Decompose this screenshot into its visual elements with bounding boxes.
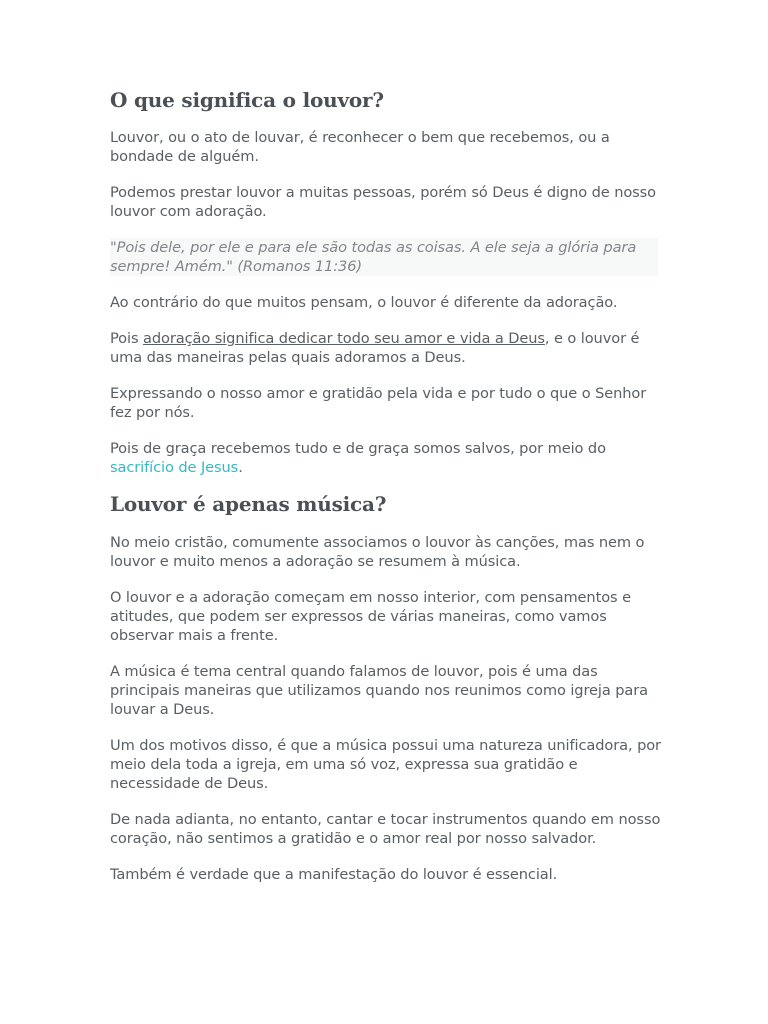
paragraph: Um dos motivos disso, é que a música possui uma natureza unificadora, por meio dela toda a igreja, em uma só voz, expressa sua gratidão e necessidade de Deus.: [110, 737, 661, 792]
paragraph: Ao contrário do que muitos pensam, o louvor é diferente da adoração.: [110, 294, 618, 311]
section-title-louvor-musica: Louvor é apenas música?: [110, 492, 387, 516]
section-title-louvor-meaning: O que significa o louvor?: [110, 88, 384, 112]
paragraph-text: .: [238, 459, 243, 476]
paragraph-text: Pois de graça recebemos tudo e de graça somos salvos, por meio do: [110, 440, 606, 457]
paragraph: De nada adianta, no entanto, cantar e tocar instrumentos quando em nosso coração, não sentimos a gratidão e o amor real por nosso salvador.: [110, 811, 661, 847]
paragraph: [110, 439, 662, 477]
paragraph-text: Pois: [110, 330, 144, 347]
paragraph-text: , e o louvor é uma das maneiras pelas quais adoramos a Deus.: [110, 330, 640, 366]
article: [110, 86, 662, 884]
paragraph: Também é verdade que a manifestação do louvor é essencial.: [110, 866, 558, 883]
adoracao-link[interactable]: adoração significa dedicar todo seu amor e vida a Deus: [143, 330, 545, 347]
bible-quote: "Pois dele, por ele e para ele são todas as coisas. A ele seja a glória para sempre! Amém." (Romanos 11:36): [110, 238, 658, 276]
paragraph: A música é tema central quando falamos de louvor, pois é uma das principais maneiras que utilizamos quando nos reunimos como igreja para louvar a Deus.: [110, 663, 648, 718]
paragraph: Expressando o nosso amor e gratidão pela vida e por tudo o que o Senhor fez por nós.: [110, 385, 647, 421]
paragraph: No meio cristão, comumente associamos o louvor às canções, mas nem o louvor e muito menos a adoração se resumem à música.: [110, 534, 645, 570]
paragraph: O louvor e a adoração começam em nosso interior, com pensamentos e atitudes, que podem ser expressos de várias maneiras, como vamos observar mais a frente.: [110, 589, 631, 644]
paragraph: Podemos prestar louvor a muitas pessoas, porém só Deus é digno de nosso louvor com adoração.: [110, 184, 657, 220]
sacrificio-link[interactable]: sacrifício de Jesus: [110, 459, 239, 476]
paragraph: [110, 329, 662, 367]
paragraph: Louvor, ou o ato de louvar, é reconhecer o bem que recebemos, ou a bondade de alguém.: [110, 129, 610, 165]
